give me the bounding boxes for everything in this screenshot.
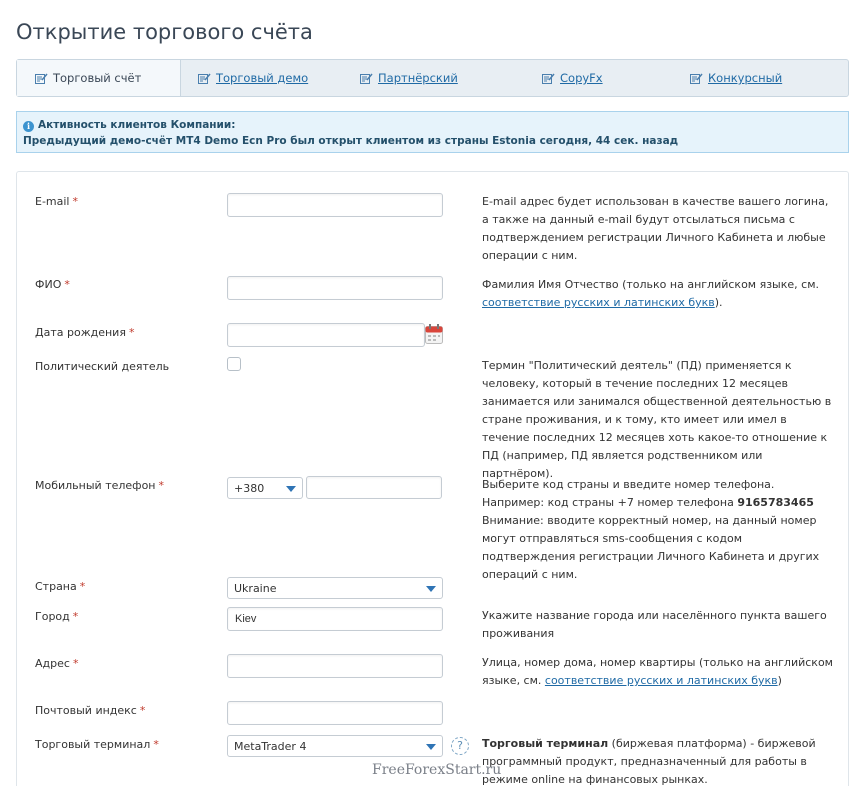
country-select[interactable] — [227, 577, 443, 599]
phone-help — [482, 476, 834, 584]
required-mark: * — [158, 479, 164, 492]
terminal-help — [482, 735, 834, 786]
calendar-icon[interactable] — [425, 324, 443, 344]
help-question-icon[interactable]: ? — [451, 737, 469, 755]
birthdate-field[interactable] — [227, 323, 425, 347]
fio-field[interactable] — [227, 276, 443, 300]
zip-label — [35, 704, 145, 717]
edit-icon — [360, 73, 373, 84]
letters-map-link[interactable]: соответствие русских и латинских букв — [544, 674, 778, 687]
email-label — [35, 195, 78, 208]
address-help-text: Улица, номер дома, номер квартиры (только на английском языке, см. — [482, 656, 833, 687]
politician-label: Политический деятель — [35, 360, 170, 373]
required-mark: * — [72, 657, 79, 670]
phone-label — [35, 479, 164, 492]
tab-label: Партнёрский — [378, 71, 458, 85]
tab-contest[interactable] — [690, 60, 782, 96]
email-help: E-mail адрес будет использован в качестве вашего логина, а также на данный e-mail будут отсылаться письма с подтверждением регистрации Личного Кабинета и любые операции с ним. — [482, 195, 829, 262]
tab-partner[interactable] — [360, 60, 458, 96]
address-label-text: Адрес — [35, 657, 70, 670]
birthdate-label-text: Дата рождения — [35, 326, 126, 339]
account-type-tabs — [16, 59, 849, 97]
phone-help-line3: Внимание: вводите корректный номер, на данный номер могут отправляться sms-сообщения с кодом подтверждения регистрации Личного Кабинета и других операций с ним. — [482, 514, 820, 581]
zip-field[interactable] — [227, 701, 443, 725]
required-mark: * — [153, 738, 159, 751]
tab-label: CopyFx — [560, 71, 603, 85]
terminal-label-text: Торговый терминал — [35, 738, 151, 751]
tab-copyfx[interactable] — [542, 60, 603, 96]
city-label — [35, 610, 78, 623]
terminal-select[interactable] — [227, 735, 443, 757]
email-label-text: E-mail — [35, 195, 70, 208]
country-label-text: Страна — [35, 580, 77, 593]
tab-trading-demo[interactable] — [198, 60, 308, 96]
zip-label-text: Почтовый индекс — [35, 704, 137, 717]
required-mark: * — [72, 610, 79, 623]
chevron-down-icon — [286, 486, 296, 492]
phone-help-line2 — [482, 494, 834, 512]
required-mark: * — [72, 195, 78, 208]
required-mark: * — [64, 278, 70, 291]
address-field[interactable] — [227, 654, 443, 678]
chevron-down-icon — [426, 586, 436, 592]
terminal-help-text: (биржевая платформа) - биржевой программный продукт, предназначенный для работы в режиме online на финансовых рынках. — [482, 737, 816, 786]
letters-map-link[interactable]: соответствие русских и латинских букв — [482, 296, 715, 309]
city-help: Укажите название города или населённого пункта вашего проживания — [482, 609, 827, 640]
page-title: Открытие торгового счёта — [16, 20, 313, 44]
phone-country-code-select[interactable] — [227, 477, 303, 499]
terminal-label — [35, 738, 159, 751]
fio-label-text: ФИО — [35, 278, 62, 291]
phone-help-example: 9165783465 — [737, 496, 814, 509]
required-mark: * — [128, 326, 135, 339]
city-label-text: Город — [35, 610, 70, 623]
terminal-value: MetaTrader 4 — [234, 740, 307, 753]
country-value: Ukraine — [234, 582, 277, 595]
chevron-down-icon — [426, 744, 436, 750]
watermark: FreeForexStart.ru — [372, 762, 502, 778]
address-label — [35, 657, 78, 670]
notice-heading-row — [23, 117, 842, 133]
politician-help: Термин "Политический деятель" (ПД) применяется к человеку, который в течение последних 12 месяцев занимается или занимался общественной деятельностью в стране проживания, и к тому, кто имеет или имел в течение последних 12 месяцев хоть какое-то отношение к ПД (например, ПД является родственником или партнёром). — [482, 359, 832, 480]
city-field[interactable] — [227, 607, 443, 631]
email-field[interactable] — [227, 193, 443, 217]
fio-help — [482, 276, 834, 312]
required-mark: * — [79, 580, 86, 593]
terminal-help-bold: Торговый терминал — [482, 737, 609, 750]
edit-icon — [198, 73, 211, 84]
birthdate-label — [35, 326, 134, 339]
fio-label — [35, 278, 70, 291]
tab-label: Конкурсный — [708, 71, 783, 85]
client-activity-notice — [16, 111, 849, 153]
country-code-value: +380 — [234, 482, 265, 495]
phone-help-example-prefix: Например: код страны +7 номер телефона — [482, 496, 734, 509]
address-help — [482, 654, 834, 690]
tab-trading-account[interactable] — [17, 60, 181, 96]
edit-icon — [690, 73, 703, 84]
phone-label-text: Мобильный телефон — [35, 479, 156, 492]
fio-help-suffix: ). — [714, 296, 723, 309]
phone-help-line1: Выберите код страны и введите номер телефона. — [482, 478, 775, 491]
edit-icon — [542, 73, 555, 84]
tab-label: Торговый счёт — [53, 71, 142, 85]
phone-field[interactable] — [306, 476, 442, 499]
notice-text: Предыдущий демо-счёт MT4 Demo Ecn Pro был открыт клиентом из страны Estonia сегодня, 44 сек. назад — [23, 135, 679, 147]
country-label — [35, 580, 85, 593]
politician-checkbox[interactable] — [227, 357, 241, 371]
info-icon: i — [23, 121, 34, 132]
address-help-suffix: ) — [777, 674, 782, 687]
tab-label: Торговый демо — [216, 71, 309, 85]
fio-help-text: Фамилия Имя Отчество (только на английском языке, см. — [482, 278, 819, 291]
notice-heading: Активность клиентов Компании: — [38, 119, 236, 131]
edit-icon — [35, 73, 48, 84]
required-mark: * — [139, 704, 146, 717]
